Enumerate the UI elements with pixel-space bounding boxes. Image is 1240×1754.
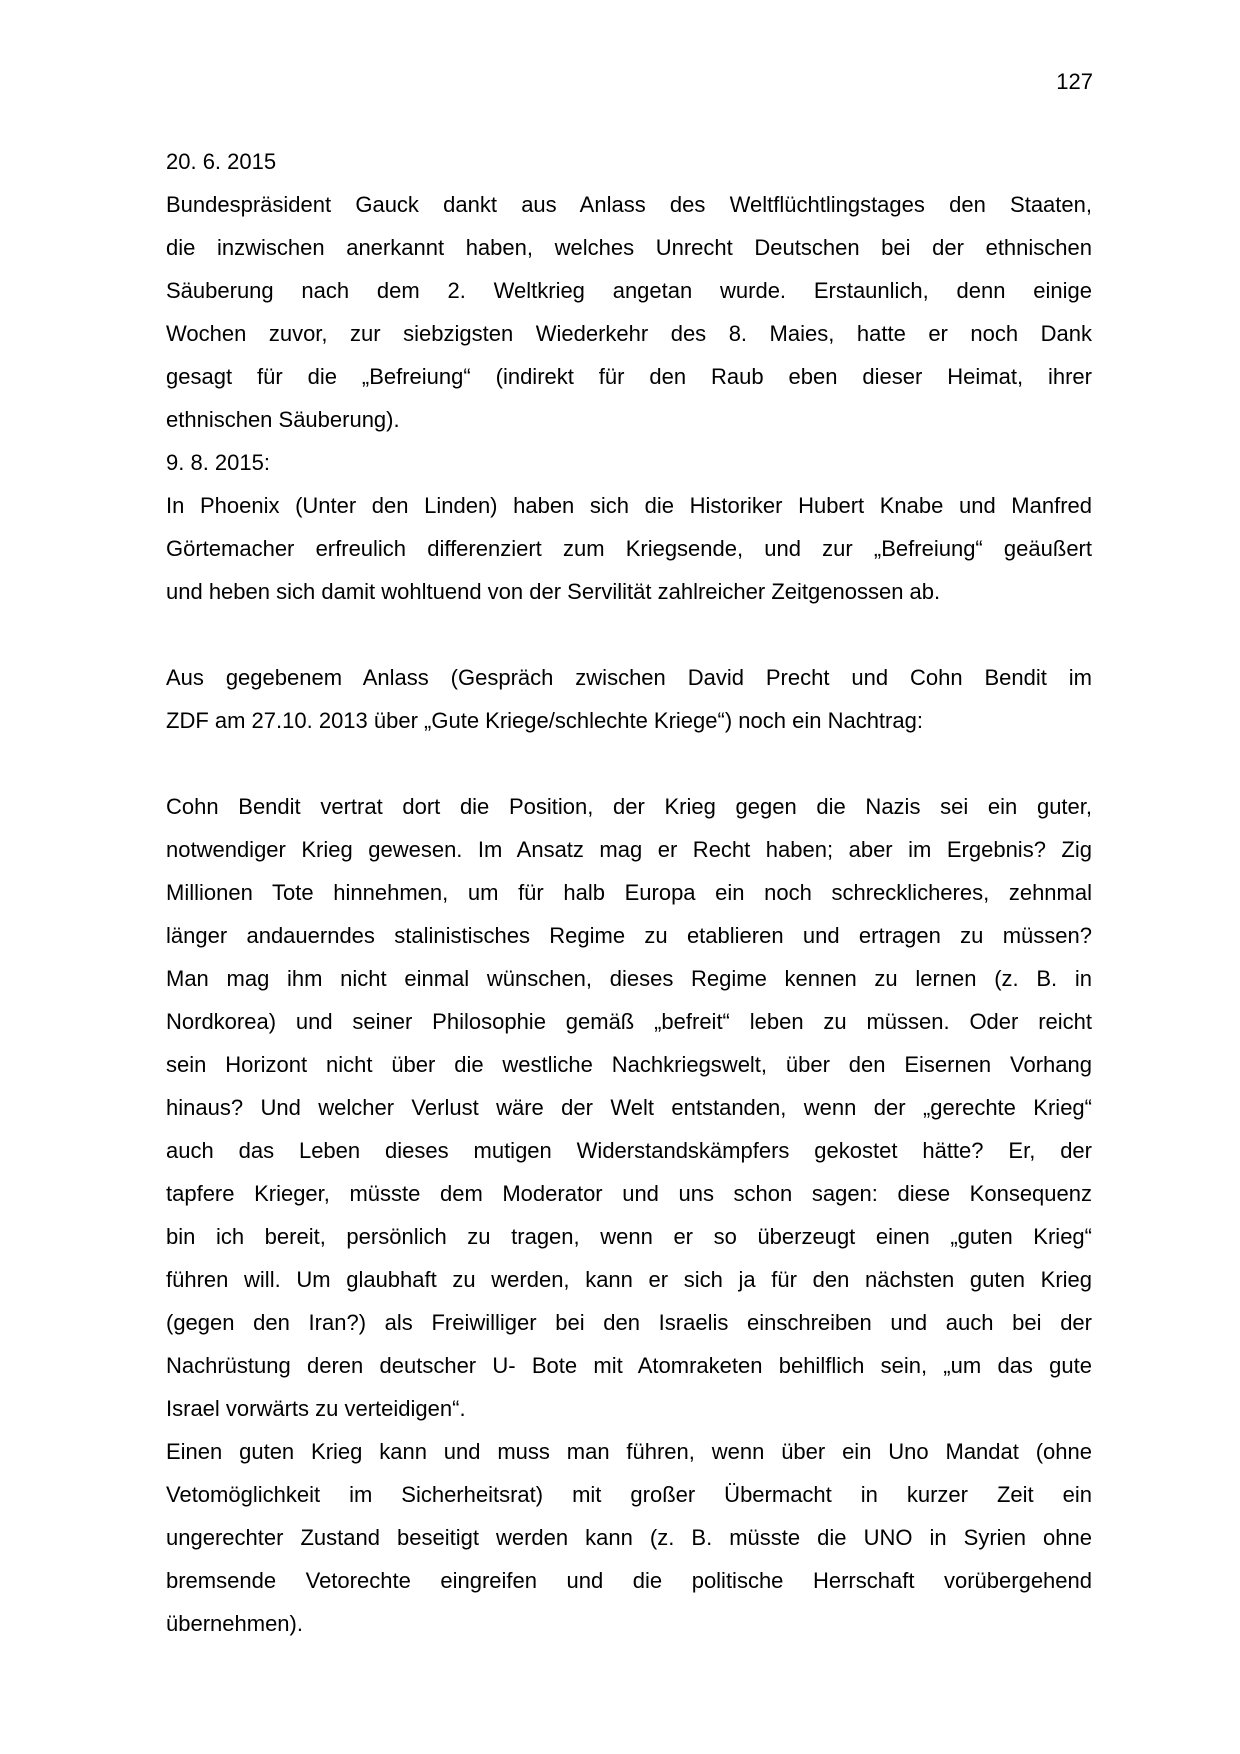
text-line: Nordkorea) und seiner Philosophie gemäß „befreit“ leben zu müssen. Oder reicht bbox=[166, 1009, 1092, 1034]
text-line: übernehmen). bbox=[166, 1611, 303, 1636]
text-line: bin ich bereit, persönlich zu tragen, wenn er so überzeugt einen „guten Krieg“ bbox=[166, 1224, 1092, 1249]
text-line: Wochen zuvor, zur siebzigsten Wiederkehr des 8. Maies, hatte er noch Dank bbox=[166, 321, 1092, 346]
page-body bbox=[166, 140, 1092, 1645]
text-line: sein Horizont nicht über die westliche Nachkriegswelt, über den Eisernen Vorhang bbox=[166, 1052, 1092, 1077]
text-line: Israel vorwärts zu verteidigen“. bbox=[166, 1396, 466, 1421]
text-line: Görtemacher erfreulich differenziert zum Kriegsende, und zur „Befreiung“ geäußert bbox=[166, 536, 1092, 561]
text-line: Nachrüstung deren deutscher U- Bote mit Atomraketen behilflich sein, „um das gute bbox=[166, 1353, 1092, 1378]
text-line: ungerechter Zustand beseitigt werden kann (z. B. müsste die UNO in Syrien ohne bbox=[166, 1525, 1092, 1550]
text-line: ZDF am 27.10. 2013 über „Gute Kriege/schlechte Kriege“) noch ein Nachtrag: bbox=[166, 708, 923, 733]
blank-line bbox=[166, 742, 1092, 785]
text-line: Man mag ihm nicht einmal wünschen, dieses Regime kennen zu lernen (z. B. in bbox=[166, 966, 1092, 991]
text-line: Aus gegebenem Anlass (Gespräch zwischen David Precht und Cohn Bendit im bbox=[166, 665, 1092, 690]
text-line: Millionen Tote hinnehmen, um für halb Europa ein noch schrecklicheres, zehnmal bbox=[166, 880, 1092, 905]
text-line: notwendiger Krieg gewesen. Im Ansatz mag er Recht haben; aber im Ergebnis? Zig bbox=[166, 837, 1092, 862]
text-line: In Phoenix (Unter den Linden) haben sich die Historiker Hubert Knabe und Manfred bbox=[166, 493, 1092, 518]
text-line: 9. 8. 2015: bbox=[166, 450, 270, 475]
text-line: gesagt für die „Befreiung“ (indirekt für den Raub eben dieser Heimat, ihrer bbox=[166, 364, 1092, 389]
text-line: hinaus? Und welcher Verlust wäre der Welt entstanden, wenn der „gerechte Krieg“ bbox=[166, 1095, 1092, 1120]
text-line: Säuberung nach dem 2. Weltkrieg angetan wurde. Erstaunlich, denn einige bbox=[166, 278, 1092, 303]
text-line: Bundespräsident Gauck dankt aus Anlass des Weltflüchtlingstages den Staaten, bbox=[166, 192, 1092, 217]
text-line: länger andauerndes stalinistisches Regime zu etablieren und ertragen zu müssen? bbox=[166, 923, 1092, 948]
text-line: Cohn Bendit vertrat dort die Position, der Krieg gegen die Nazis sei ein guter, bbox=[166, 794, 1092, 819]
text-line: bremsende Vetorechte eingreifen und die politische Herrschaft vorübergehend bbox=[166, 1568, 1092, 1593]
text-line: führen will. Um glaubhaft zu werden, kann er sich ja für den nächsten guten Krieg bbox=[166, 1267, 1092, 1292]
page-number: 127 bbox=[1056, 69, 1093, 94]
text-line: Vetomöglichkeit im Sicherheitsrat) mit großer Übermacht in kurzer Zeit ein bbox=[166, 1482, 1092, 1507]
text-line: (gegen den Iran?) als Freiwilliger bei den Israelis einschreiben und auch bei der bbox=[166, 1310, 1092, 1335]
text-line: ethnischen Säuberung). bbox=[166, 407, 400, 432]
text-line: 20. 6. 2015 bbox=[166, 149, 277, 174]
text-line: und heben sich damit wohltuend von der Servilität zahlreicher Zeitgenossen ab. bbox=[166, 579, 941, 604]
blank-line bbox=[166, 613, 1092, 656]
text-line: die inzwischen anerkannt haben, welches Unrecht Deutschen bei der ethnischen bbox=[166, 235, 1092, 260]
text-line: tapfere Krieger, müsste dem Moderator und uns schon sagen: diese Konsequenz bbox=[166, 1181, 1092, 1206]
text-line: auch das Leben dieses mutigen Widerstandskämpfers gekostet hätte? Er, der bbox=[166, 1138, 1092, 1163]
text-line: Einen guten Krieg kann und muss man führen, wenn über ein Uno Mandat (ohne bbox=[166, 1439, 1092, 1464]
